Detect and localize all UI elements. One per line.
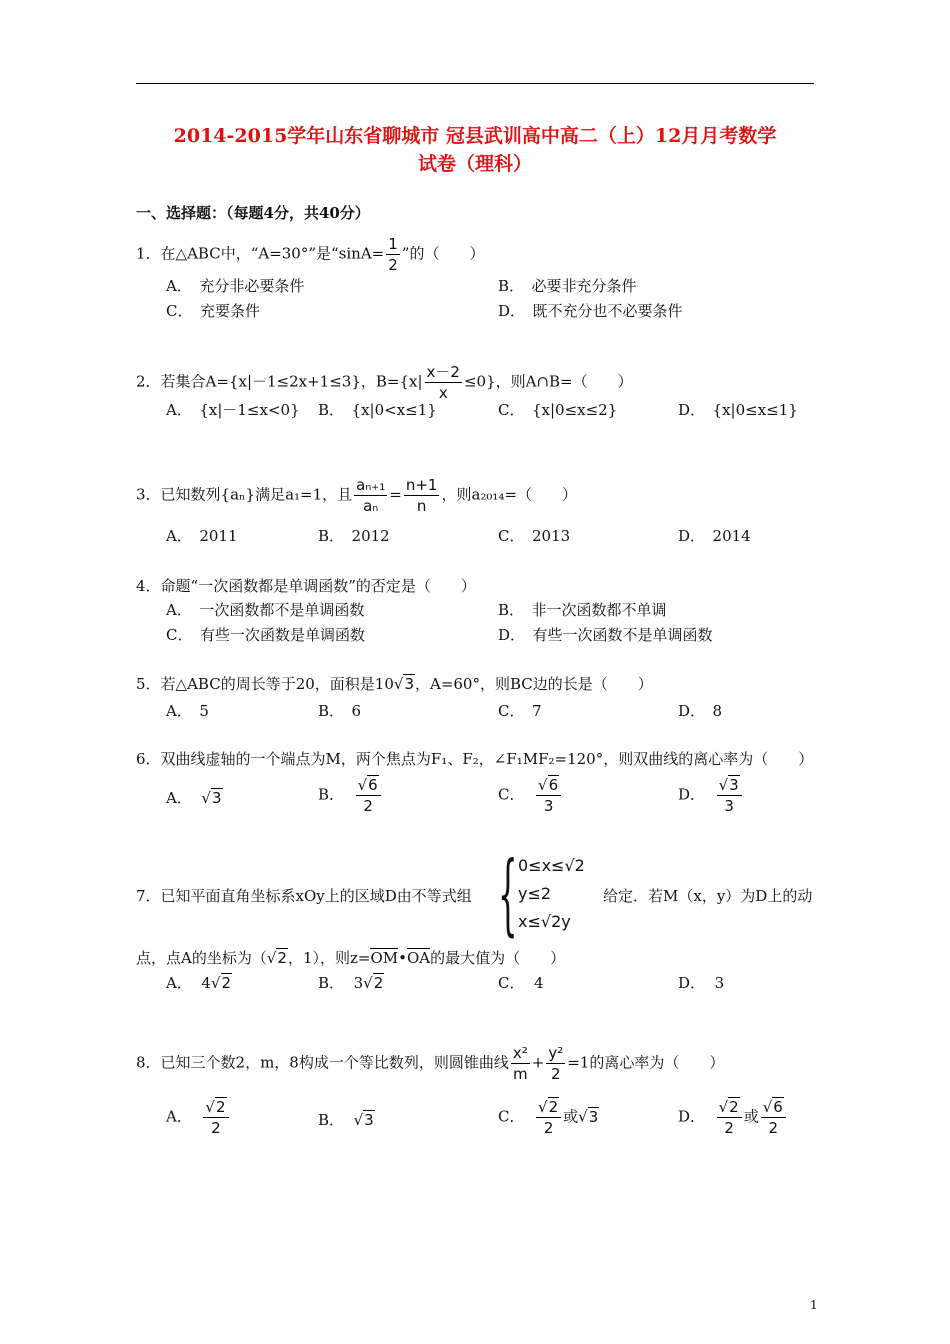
question-5: 5．若△ABC的周长等于20，面积是10√3，A=60°，则BC边的长是（ ） — [136, 675, 653, 693]
q8-option-a: A． $\frac{√2}{2}$ — [166, 1097, 231, 1138]
q5-option-b: B． 6 — [318, 702, 362, 720]
question-4: 4．命题“一次函数都是单调函数”的否定是（ ） — [136, 577, 476, 595]
q8-option-d: D． $\frac{√2}{2}$ 或 $\frac{√6}{2}$ — [678, 1097, 788, 1138]
q3-option-b: B． 2012 — [318, 527, 390, 545]
q8-option-c: C． $\frac{√2}{2}$ 或√3 — [498, 1098, 599, 1137]
question-3: 3．已知数列{aₙ}满足a₁=1，且 $\frac{\text{aₙ₊₁}}{\text{aₙ}}$ = $\frac{n+1}{n}$ ，则a₂₀₁₄=（ ） — [136, 476, 578, 515]
page-title: 2014-2015学年山东省聊城市 冠县武训高中高二（上）12月月考数学 — [173, 125, 777, 147]
q4-option-d: D． 有些一次函数不是单调函数 — [498, 626, 713, 644]
fraction: $\frac{1}{2}$ — [388, 235, 398, 274]
q5-option-d: D． 8 — [678, 702, 723, 720]
q4-option-a: A． 一次函数都不是单调函数 — [166, 601, 365, 619]
inequality-system: 0≤x≤√2 y≤2 x≤√2y — [518, 856, 585, 931]
q3-option-d: D． 2014 — [678, 527, 751, 545]
q6-option-b: B． $\frac{√6}{2}$ — [318, 775, 383, 816]
q1-option-b: B． 必要非充分条件 — [498, 277, 637, 295]
question-7-cont: 给定．若M（x，y）为D上的动 — [603, 887, 813, 905]
q2-option-a: A． {x|－1≤x<0} — [166, 401, 300, 419]
question-7: 7．已知平面直角坐标系xOy上的区域D由不等式组 — [136, 887, 472, 905]
q8-option-b: B． √3 — [318, 1111, 374, 1129]
question-1: 1．在△ABC中，“A=30°”是“sinA= $\frac{1}{2}$ ”的（ ） — [136, 235, 485, 274]
system-brace: { — [498, 842, 518, 945]
q3-option-c: C． 2013 — [498, 527, 571, 545]
q6-option-d: D． $\frac{√3}{3}$ — [678, 775, 744, 816]
question-6: 6．双曲线虚轴的一个端点为M，两个焦点为F₁、F₂，∠F₁MF₂=120°，则双曲线的离心率为（ ） — [136, 750, 814, 768]
q6-option-c: C． $\frac{√6}{3}$ — [498, 775, 563, 816]
q7-option-b: B． 3√2 — [318, 974, 384, 992]
q2-option-b: B． {x|0<x≤1} — [318, 401, 437, 419]
question-7-line2: 点，点A的坐标为（√2，1），则z=OM•OA的最大值为（ ） — [136, 949, 566, 967]
page-number: 1 — [810, 1298, 818, 1312]
q2-option-c: C． {x|0≤x≤2} — [498, 401, 618, 419]
q1-option-c: C． 充要条件 — [166, 302, 260, 320]
q1-option-d: D． 既不充分也不必要条件 — [498, 302, 683, 320]
question-8: 8．已知三个数2，m，8构成一个等比数列，则圆锥曲线 $\frac{\text{x²}}{m}$ + $\frac{\text{y²}}{2}$ =1的离心率为（ ） — [136, 1044, 725, 1083]
q4-option-b: B． 非一次函数都不单调 — [498, 601, 667, 619]
q4-option-c: C． 有些一次函数是单调函数 — [166, 626, 365, 644]
q3-option-a: A． 2011 — [166, 527, 238, 545]
section-heading: 一、选择题：（每题4分，共40分） — [136, 204, 370, 222]
q1-option-a: A． 充分非必要条件 — [166, 277, 305, 295]
q5-option-c: C． 7 — [498, 702, 542, 720]
q6-option-a: A． √3 — [166, 789, 222, 807]
question-2: 2．若集合A={x|－1≤2x+1≤3}，B={x| $\frac{x-2}{x}$ ≤0}，则A∩B=（ ） — [136, 363, 633, 402]
q5-option-a: A． 5 — [166, 702, 209, 720]
q7-option-d: D． 3 — [678, 974, 725, 992]
q7-option-a: A． 4√2 — [166, 974, 232, 992]
q7-option-c: C． 4 — [498, 974, 544, 992]
page-title-cont: 试卷（理科） — [417, 153, 532, 175]
q2-option-d: D． {x|0≤x≤1} — [678, 401, 798, 419]
header-rule — [136, 83, 814, 84]
